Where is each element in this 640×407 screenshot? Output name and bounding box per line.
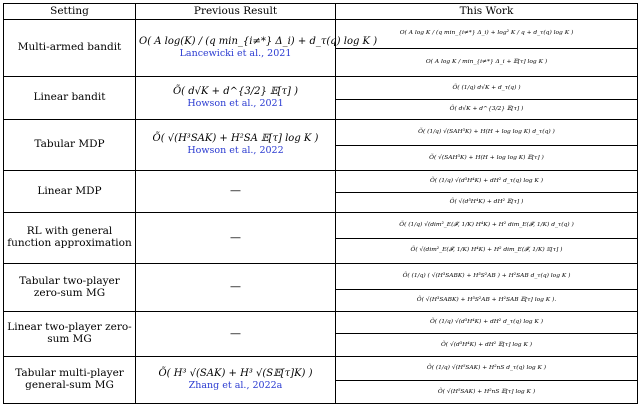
this-work-cell: Õ( (1/q) √(dim²_E(𝓕, 1/K) H⁴K) + H² dim_E(𝓕, 1/K) d_τ(q) ) bbox=[336, 212, 638, 238]
previous-result-cell bbox=[136, 77, 336, 120]
table-row bbox=[4, 77, 638, 99]
this-work-cell: Õ( (1/q) √(d³H⁴K) + dH² d_τ(q) log K ) bbox=[336, 312, 638, 334]
citation-link[interactable]: Zhang et al., 2022a bbox=[188, 380, 283, 392]
citation-link[interactable]: Howson et al., 2022 bbox=[187, 145, 284, 157]
this-work-cell: Õ( √(H³SABK) + H³S²AB + H²SAB 𝔼[τ] log K ). bbox=[336, 289, 638, 311]
previous-result-formula: Õ( H³ √(SAK) + H³ √(S𝔼[τ]K) ) bbox=[158, 368, 313, 380]
table-row bbox=[4, 120, 638, 146]
this-work-cell: Õ( √(d³H⁴K) + dH² 𝔼[τ] log K ) bbox=[336, 334, 638, 356]
this-work-cell: Õ( (1/q) ( √(H³SABK) + H³S²AB ) + H²SAB d_τ(q) log K ) bbox=[336, 264, 638, 290]
results-table bbox=[3, 3, 638, 404]
previous-result-cell bbox=[136, 356, 336, 403]
previous-result-formula: Õ( d√K + d^{3/2} 𝔼[τ] ) bbox=[172, 86, 299, 98]
previous-result-cell: — bbox=[136, 264, 336, 312]
this-work-cell: Õ( d√K + d^{3/2} 𝔼[τ] ) bbox=[336, 99, 638, 119]
setting-cell: Linear bandit bbox=[4, 77, 136, 120]
header-setting: Setting bbox=[4, 4, 136, 20]
table-row bbox=[4, 312, 638, 334]
table-row bbox=[4, 20, 638, 49]
this-work-cell: Õ( √(dim²_E(𝓕, 1/K) H⁴K) + H² dim_E(𝓕, 1/K) 𝔼[τ] ) bbox=[336, 238, 638, 264]
header-row bbox=[4, 4, 638, 20]
setting-cell: Multi-armed bandit bbox=[4, 20, 136, 77]
this-work-cell: Õ( (1/q) d√K + d_τ(q) ) bbox=[336, 77, 638, 99]
this-work-cell: O( A log K / min_{i≠*} Δ_i + 𝔼[τ] log K ) bbox=[336, 48, 638, 77]
this-work-cell: Õ( √(H⁵SAK) + H²nS 𝔼[τ] log K ) bbox=[336, 381, 638, 404]
previous-result-formula: O( A log(K) / (q min_{i≠*} Δ_i) + d_τ(q) log K ) bbox=[139, 36, 378, 48]
setting-cell: RL with general function approximation bbox=[4, 212, 136, 263]
table-row bbox=[4, 264, 638, 290]
setting-cell: Tabular two-player zero-sum MG bbox=[4, 264, 136, 312]
this-work-cell: Õ( √(SAH³K) + H(H + log log K) 𝔼[τ] ) bbox=[336, 145, 638, 171]
this-work-cell: Õ( (1/q) √(d³H⁴K) + dH² d_τ(q) log K ) bbox=[336, 171, 638, 192]
setting-cell: Tabular multi-player general-sum MG bbox=[4, 356, 136, 403]
citation-link[interactable]: Lancewicki et al., 2021 bbox=[179, 48, 292, 60]
this-work-cell: O( A log K / (q min_{i≠*} Δ_i) + log² K / q + d_τ(q) log K ) bbox=[336, 20, 638, 49]
header-previous-result: Previous Result bbox=[136, 4, 336, 20]
previous-result-cell bbox=[136, 20, 378, 77]
table-row bbox=[4, 171, 638, 192]
setting-cell: Tabular MDP bbox=[4, 120, 136, 171]
previous-result-cell: — bbox=[136, 312, 336, 357]
previous-result-cell bbox=[136, 120, 336, 171]
previous-result-cell: — bbox=[136, 171, 336, 213]
header-this-work: This Work bbox=[336, 4, 638, 20]
previous-result-cell: — bbox=[136, 212, 336, 263]
setting-cell: Linear MDP bbox=[4, 171, 136, 213]
setting-cell: Linear two-player zero-sum MG bbox=[4, 312, 136, 357]
this-work-cell: Õ( (1/q) √(SAH³K) + H(H + log log K) d_τ(q) ) bbox=[336, 120, 638, 146]
this-work-cell: Õ( √(d³H⁴K) + dH² 𝔼[τ] ) bbox=[336, 192, 638, 212]
previous-result-formula: Õ( √(H³SAK) + H²SA 𝔼[τ] log K ) bbox=[152, 133, 319, 145]
table-row bbox=[4, 212, 638, 238]
table-row bbox=[4, 356, 638, 381]
citation-link[interactable]: Howson et al., 2021 bbox=[187, 98, 284, 110]
this-work-cell: Õ( (1/q) √(H⁵SAK) + H²nS d_τ(q) log K ) bbox=[336, 356, 638, 381]
